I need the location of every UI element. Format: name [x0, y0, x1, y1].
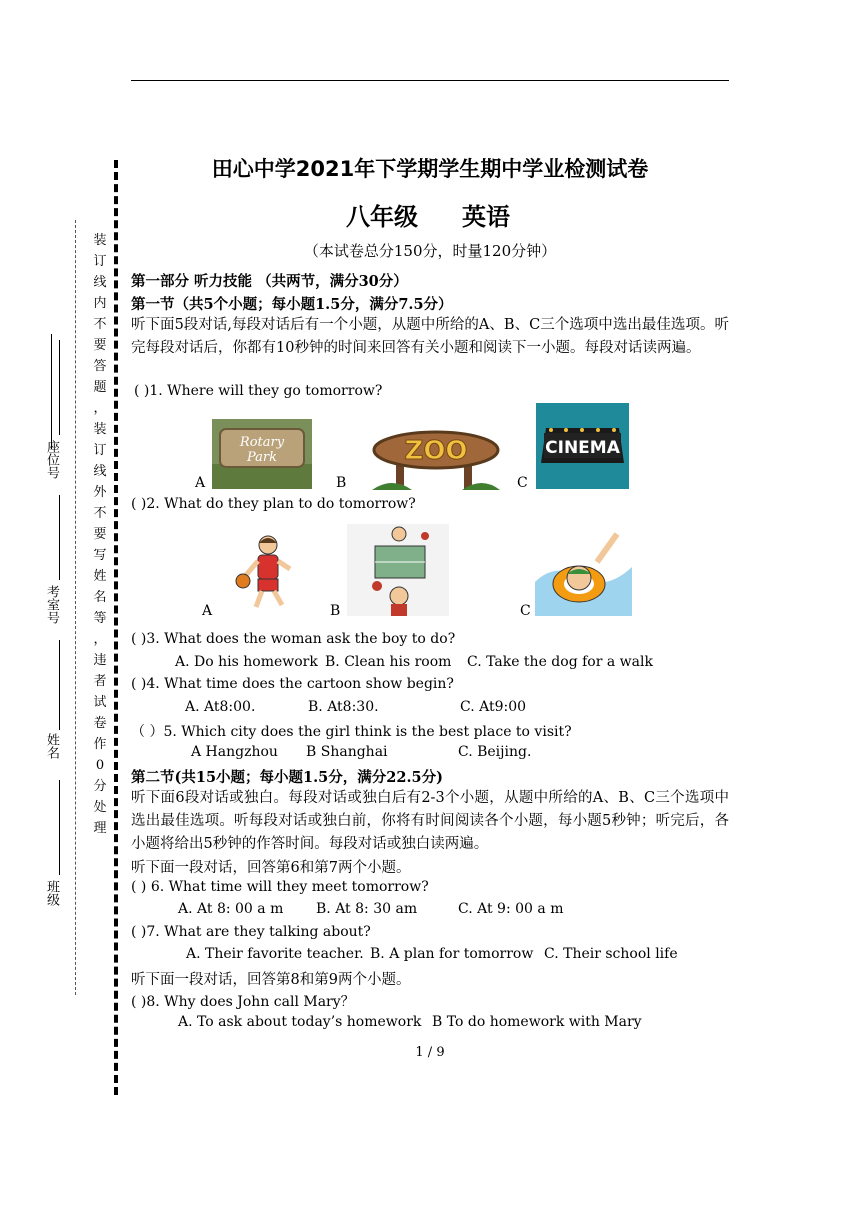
section2-intro-2: 听下面一段对话，回答第8和第9两个小题。 [131, 972, 411, 988]
q5-option-b: B Shanghai [306, 744, 388, 760]
grade-label: 八年级 [346, 203, 418, 231]
binding-char: ， [93, 401, 107, 416]
svg-text:ZOO: ZOO [404, 436, 468, 466]
binding-char: 外 [93, 485, 107, 500]
binding-char: 要 [93, 338, 107, 353]
q2-label-b: B [330, 603, 341, 619]
question-1: ( )1. Where will they go tomorrow? [134, 383, 383, 399]
section2-heading: 第二节(共15小题；每小题1.5分，满分22.5分) [131, 769, 443, 786]
binding-char: 答 [93, 359, 107, 374]
q1-label-b: B [336, 475, 347, 491]
q3-option-c: C. Take the dog for a walk [467, 654, 653, 670]
question-7: ( )7. What are they talking about? [131, 924, 371, 940]
q2-label-a: A [202, 603, 213, 619]
q7-option-a: A. Their favorite teacher. [186, 946, 364, 962]
question-5: （ ）5. Which city does the girl think is the best place to visit? [131, 724, 572, 740]
q2-label-c: C [520, 603, 531, 619]
binding-char: 分 [93, 779, 107, 794]
q4-option-c: C. At9:00 [460, 699, 527, 715]
svg-text:Rotary: Rotary [239, 435, 285, 450]
binding-char: 等 [93, 611, 107, 626]
q4-option-a: A. At8:00. [185, 699, 256, 715]
exam-note: （本试卷总分150分，时量120分钟） [303, 242, 557, 260]
exam-room-label: 考室号 [44, 585, 59, 624]
name-line [59, 640, 60, 730]
binding-char: 理 [93, 821, 107, 836]
q7-option-b: B. A plan for tomorrow [370, 946, 534, 962]
q5-option-a: A Hangzhou [191, 744, 278, 760]
seat-number-label: 座位号 [42, 440, 60, 449]
binding-char: 姓 [93, 569, 107, 584]
question-6: ( ) 6. What time will they meet tomorrow? [131, 879, 429, 895]
binding-dotted-line [75, 220, 76, 995]
binding-char: 名 [93, 590, 107, 605]
binding-char: 0 [95, 758, 105, 773]
q1-label-c: C [517, 475, 528, 491]
binding-char: 线 [93, 275, 107, 290]
svg-text:Park: Park [246, 450, 278, 465]
exam-title: 田心中学2021年下学期学生期中学业检测试卷 [211, 157, 649, 181]
binding-char: 违 [93, 653, 107, 668]
cinema-image [536, 403, 629, 489]
name-label: 姓名 [44, 733, 59, 759]
binding-warning-text [92, 230, 108, 839]
table-tennis-image [347, 524, 449, 616]
q5-option-c: C. Beijing. [458, 744, 532, 760]
binding-line [114, 160, 118, 1095]
binding-char: 写 [93, 548, 107, 563]
section1-instructions: 听下面5段对话,每段对话后有一个小题，从题中所给的A、B、C三个选项中选出最佳选项。听完每段对话后，你都有10秒钟的时间来回答有关小题和阅读下一小题。每段对话读两遍。 [131, 317, 729, 356]
binding-char: 处 [93, 800, 107, 815]
question-3: ( )3. What does the woman ask the boy to do? [131, 631, 456, 647]
binding-char: 试 [93, 695, 107, 710]
q6-option-c: C. At 9: 00 a m [458, 901, 564, 917]
binding-char: 内 [93, 296, 107, 311]
class-line [59, 780, 60, 875]
binding-char: 要 [93, 527, 107, 542]
binding-char: 卷 [93, 716, 107, 731]
binding-char: 者 [93, 674, 107, 689]
binding-char: 线 [93, 464, 107, 479]
class-label: 班级 [44, 880, 59, 906]
section2-instructions: 听下面6段对话或独白。每段对话或独白后有2-3个小题，从题中所给的A、B、C三个选项中选出最佳选项。听每段对话或独白前，你将有时间阅读各个小题，每小题5秒钟；听完后，各小题将给出5秒钟的作答时间。每段对话或独白读两遍。 [131, 790, 729, 852]
basketball-player-image [230, 533, 305, 613]
question-8: ( )8. Why does John call Mary？ [131, 994, 355, 1010]
q8-option-b: B To do homework with Mary [432, 1014, 642, 1030]
q1-label-a: A [195, 475, 206, 491]
q6-option-b: B. At 8: 30 am [316, 901, 418, 917]
binding-char: 装 [93, 233, 107, 248]
q8-option-a: A. To ask about today’s homework [178, 1014, 422, 1030]
question-2: ( )2. What do they plan to do tomorrow? [131, 496, 416, 512]
q3-option-a: A. Do his homework [175, 654, 318, 670]
page-number: 1 / 9 [415, 1045, 445, 1060]
binding-char: 不 [93, 317, 107, 332]
section2-intro-1: 听下面一段对话，回答第6和第7两个小题。 [131, 860, 411, 876]
q3-option-b: B. Clean his room [325, 654, 452, 670]
binding-char: 装 [93, 422, 107, 437]
binding-char: 订 [93, 443, 107, 458]
binding-char: ， [93, 632, 107, 647]
q4-option-b: B. At8:30. [308, 699, 379, 715]
rotary-park-image [212, 419, 312, 489]
header-rule [131, 80, 729, 81]
question-4: ( )4. What time does the cartoon show begin? [131, 676, 454, 692]
section1-heading: 第一节（共5个小题；每小题1.5分，满分7.5分） [131, 296, 453, 313]
binding-char: 订 [93, 254, 107, 269]
part1-heading: 第一部分 听力技能 （共两节，满分30分） [131, 273, 408, 290]
binding-char: 作 [93, 737, 107, 752]
binding-char: 不 [93, 506, 107, 521]
subject-label: 英语 [462, 203, 510, 231]
svg-text:CINEMA: CINEMA [545, 438, 620, 458]
swimming-image [535, 522, 632, 616]
seat-number-line [59, 340, 60, 435]
q7-option-c: C. Their school life [544, 946, 678, 962]
q6-option-a: A. At 8: 00 a m [178, 901, 284, 917]
zoo-sign-image [372, 428, 500, 490]
binding-char: 题 [93, 380, 107, 395]
exam-room-line [59, 495, 60, 580]
